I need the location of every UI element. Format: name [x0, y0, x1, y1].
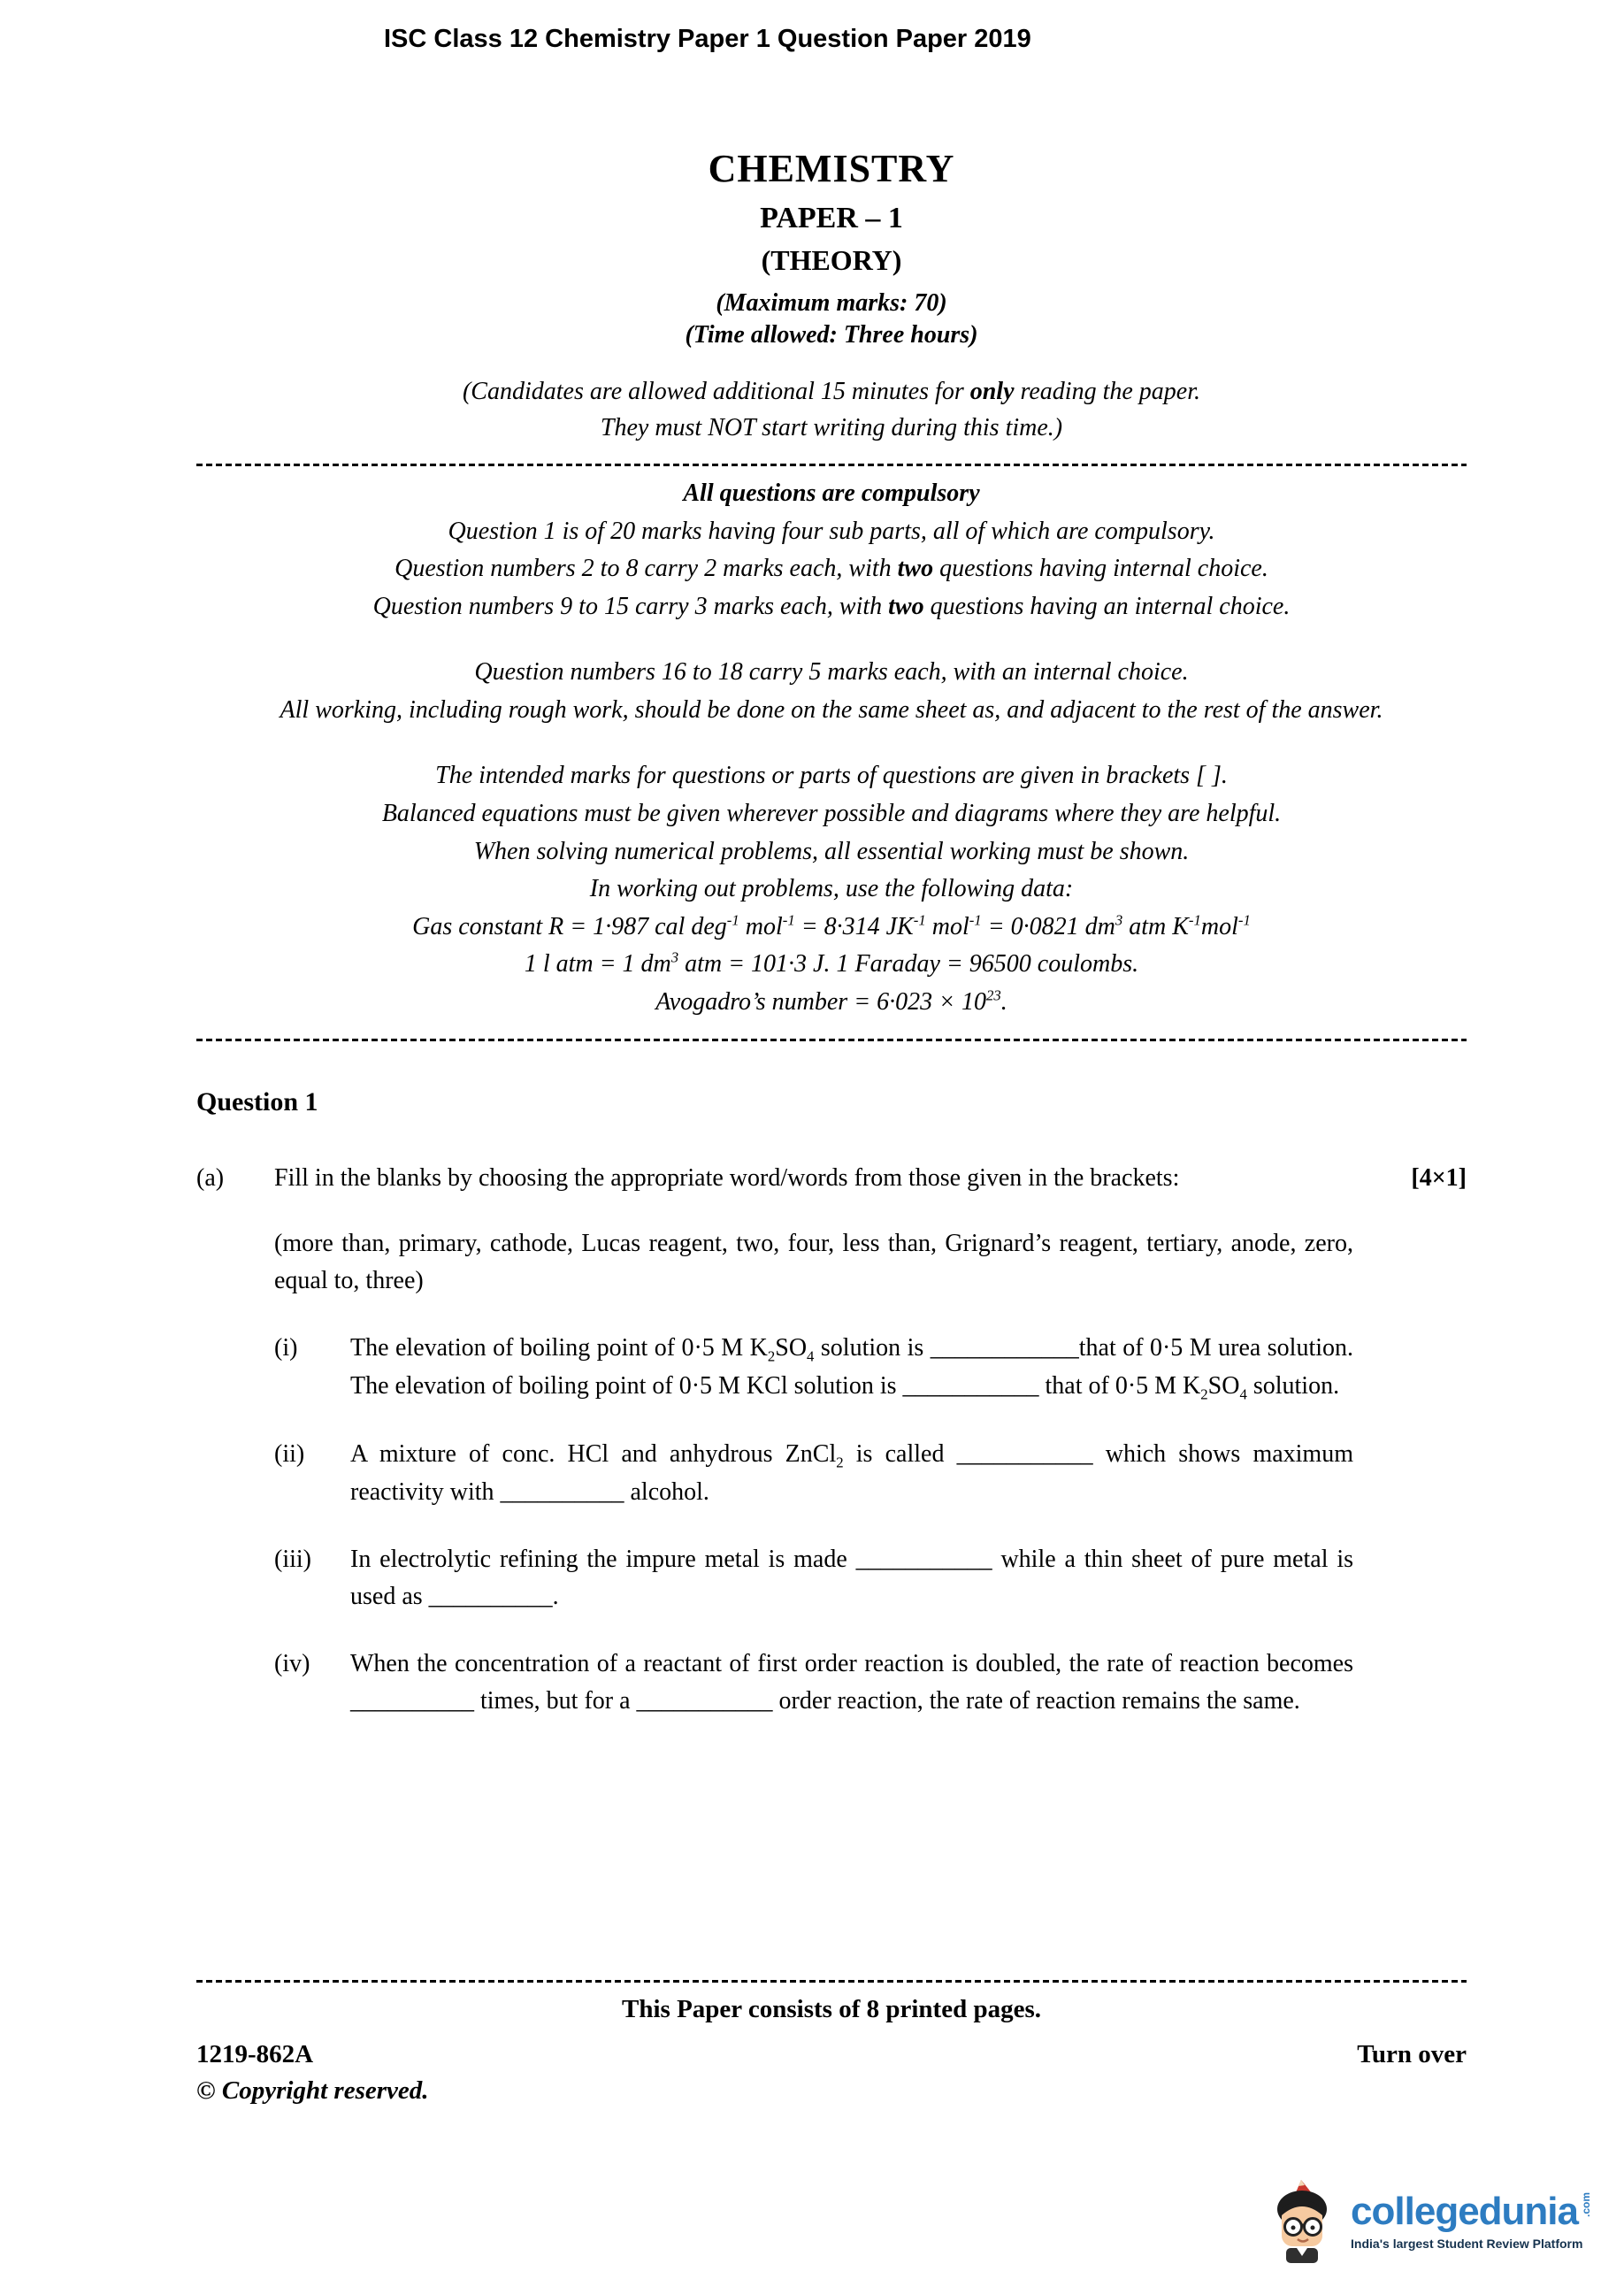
instruction-line: When solving numerical problems, all essential working must be shown. [473, 837, 1190, 865]
general-instructions [196, 475, 1467, 1021]
instruction-line: Balanced equations must be given wherever possible and diagrams where they are helpful. [381, 800, 1282, 828]
dashed-separator [196, 1039, 1467, 1041]
page-footer [196, 1980, 1467, 2106]
footer-row [196, 2040, 1467, 2069]
turn-over-note: Turn over [1357, 2040, 1467, 2068]
dashed-separator [196, 1980, 1467, 1983]
sub-question [274, 1330, 1353, 1406]
brand-tagline: India's largest Student Review Platform [1351, 2237, 1583, 2251]
collegedunia-watermark [1264, 2178, 1592, 2265]
instruction-line: In working out problems, use the following data: [589, 875, 1074, 903]
candidate-note-line: They must NOT start writing during this time.) [600, 413, 1063, 441]
question-1a [196, 1160, 1467, 1719]
instruction-line: Question numbers 16 to 18 carry 5 marks each, with an internal choice. [474, 658, 1189, 687]
unit-conversion-line: 1 l atm = 1 $dm^3$ atm = 101·3 J. 1 Faraday = 96500 coulombs. [524, 948, 1139, 978]
collegedunia-mascot-icon [1264, 2178, 1340, 2265]
sub-question-text: A mixture of conc. HCl and anhydrous ZnCl$_2$ is called ___________ which shows maximum reactivity with __________ alcohol. [350, 1439, 1353, 1506]
paper-code: 1219-862A [196, 2040, 314, 2068]
pages-count-note: This Paper consists of 8 printed pages. [622, 1995, 1041, 2023]
copyright-note: © Copyright reserved. [196, 2076, 429, 2105]
paper-type: (THEORY) [761, 244, 902, 276]
sub-question [274, 1541, 1353, 1615]
part-instruction: Fill in the blanks by choosing the appropriate word/words from those given in the brackets: [274, 1164, 1180, 1193]
word-options-list: (more than, primary, cathode, Lucas reagent, two, four, less than, Grignard’s reagent, tertiary, anode, zero, equal to, three) [274, 1230, 1353, 1295]
part-label: (a) [196, 1164, 225, 1193]
title-block [196, 146, 1467, 349]
logo-word-row [1351, 2192, 1592, 2231]
marks-badge: [4×1] [1411, 1164, 1467, 1193]
sub-question-label: (ii) [274, 1439, 305, 1468]
instruction-line: The intended marks for questions or parts of questions are given in brackets [ ]. [435, 762, 1228, 790]
brand-name: collegedunia [1351, 2190, 1578, 2233]
part-body [274, 1160, 1353, 1719]
sub-question [274, 1646, 1353, 1720]
gas-constant-line: Gas constant R = 1·987 cal deg$^{-1}$ mol$^{-1}$ = 8·314 $JK^{-1}$ mol$^{-1}$ = 0·0821 $dm^3$ atm $K^{-1}mol^{-1}$ [412, 911, 1251, 940]
instruction-group [196, 757, 1467, 1021]
sub-question [274, 1436, 1353, 1511]
instruction-line: Question 1 is of 20 marks having four sub parts, all of which are compulsory. [448, 517, 1215, 545]
brand-domain: .com [1580, 2192, 1592, 2218]
logo-text [1351, 2192, 1592, 2251]
paper-number: PAPER – 1 [760, 202, 903, 234]
instruction-group [196, 654, 1467, 729]
sub-question-label: (iii) [274, 1545, 311, 1573]
sub-question-label: (iv) [274, 1649, 310, 1677]
sub-question-label: (i) [274, 1334, 298, 1362]
instruction-line: Question numbers 9 to 15 carry 3 marks each, with two questions having an internal choice. [372, 592, 1291, 620]
subject-title: CHEMISTRY [708, 147, 955, 190]
candidate-note-line: (Candidates are allowed additional 15 minutes for only reading the paper. [462, 378, 1200, 405]
maximum-marks: (Maximum marks: 70) [716, 289, 947, 317]
sub-question-text: In electrolytic refining the impure metal is made ___________ while a thin sheet of pure metal is used as __________. [350, 1545, 1353, 1610]
dashed-separator [196, 464, 1467, 466]
time-allowed: (Time allowed: Three hours) [685, 321, 978, 349]
page-header-title: ISC Class 12 Chemistry Paper 1 Question Paper 2019 [384, 25, 1031, 53]
instructions-heading: All questions are compulsory [683, 480, 980, 508]
sub-question-text: The elevation of boiling point of 0·5 M $K_2SO_4$ solution is ____________that of 0·5 M urea solution. The elevation of boiling point of 0·5 M KCl solution is ___________ that of 0·5 M $K_2SO_4$ solution. [350, 1334, 1354, 1403]
instruction-group [196, 513, 1467, 626]
document-page [196, 0, 1467, 1720]
candidate-note [196, 374, 1467, 446]
instruction-line: All working, including rough work, should be done on the same sheet as, and adjacent to the rest of the answer. [280, 695, 1383, 724]
question-1-heading: Question 1 [196, 1087, 318, 1117]
instruction-line: Question numbers 2 to 8 carry 2 marks each, with two questions having internal choice. [395, 555, 1268, 583]
sub-question-text: When the concentration of a reactant of first order reaction is doubled, the rate of reaction becomes __________ times, but for a ___________ order reaction, the rate of reaction remains the same. [350, 1649, 1353, 1715]
avogadro-line: Avogadro’s number = $6\cdot 023 \times 10^{23}$. [655, 986, 1007, 1016]
